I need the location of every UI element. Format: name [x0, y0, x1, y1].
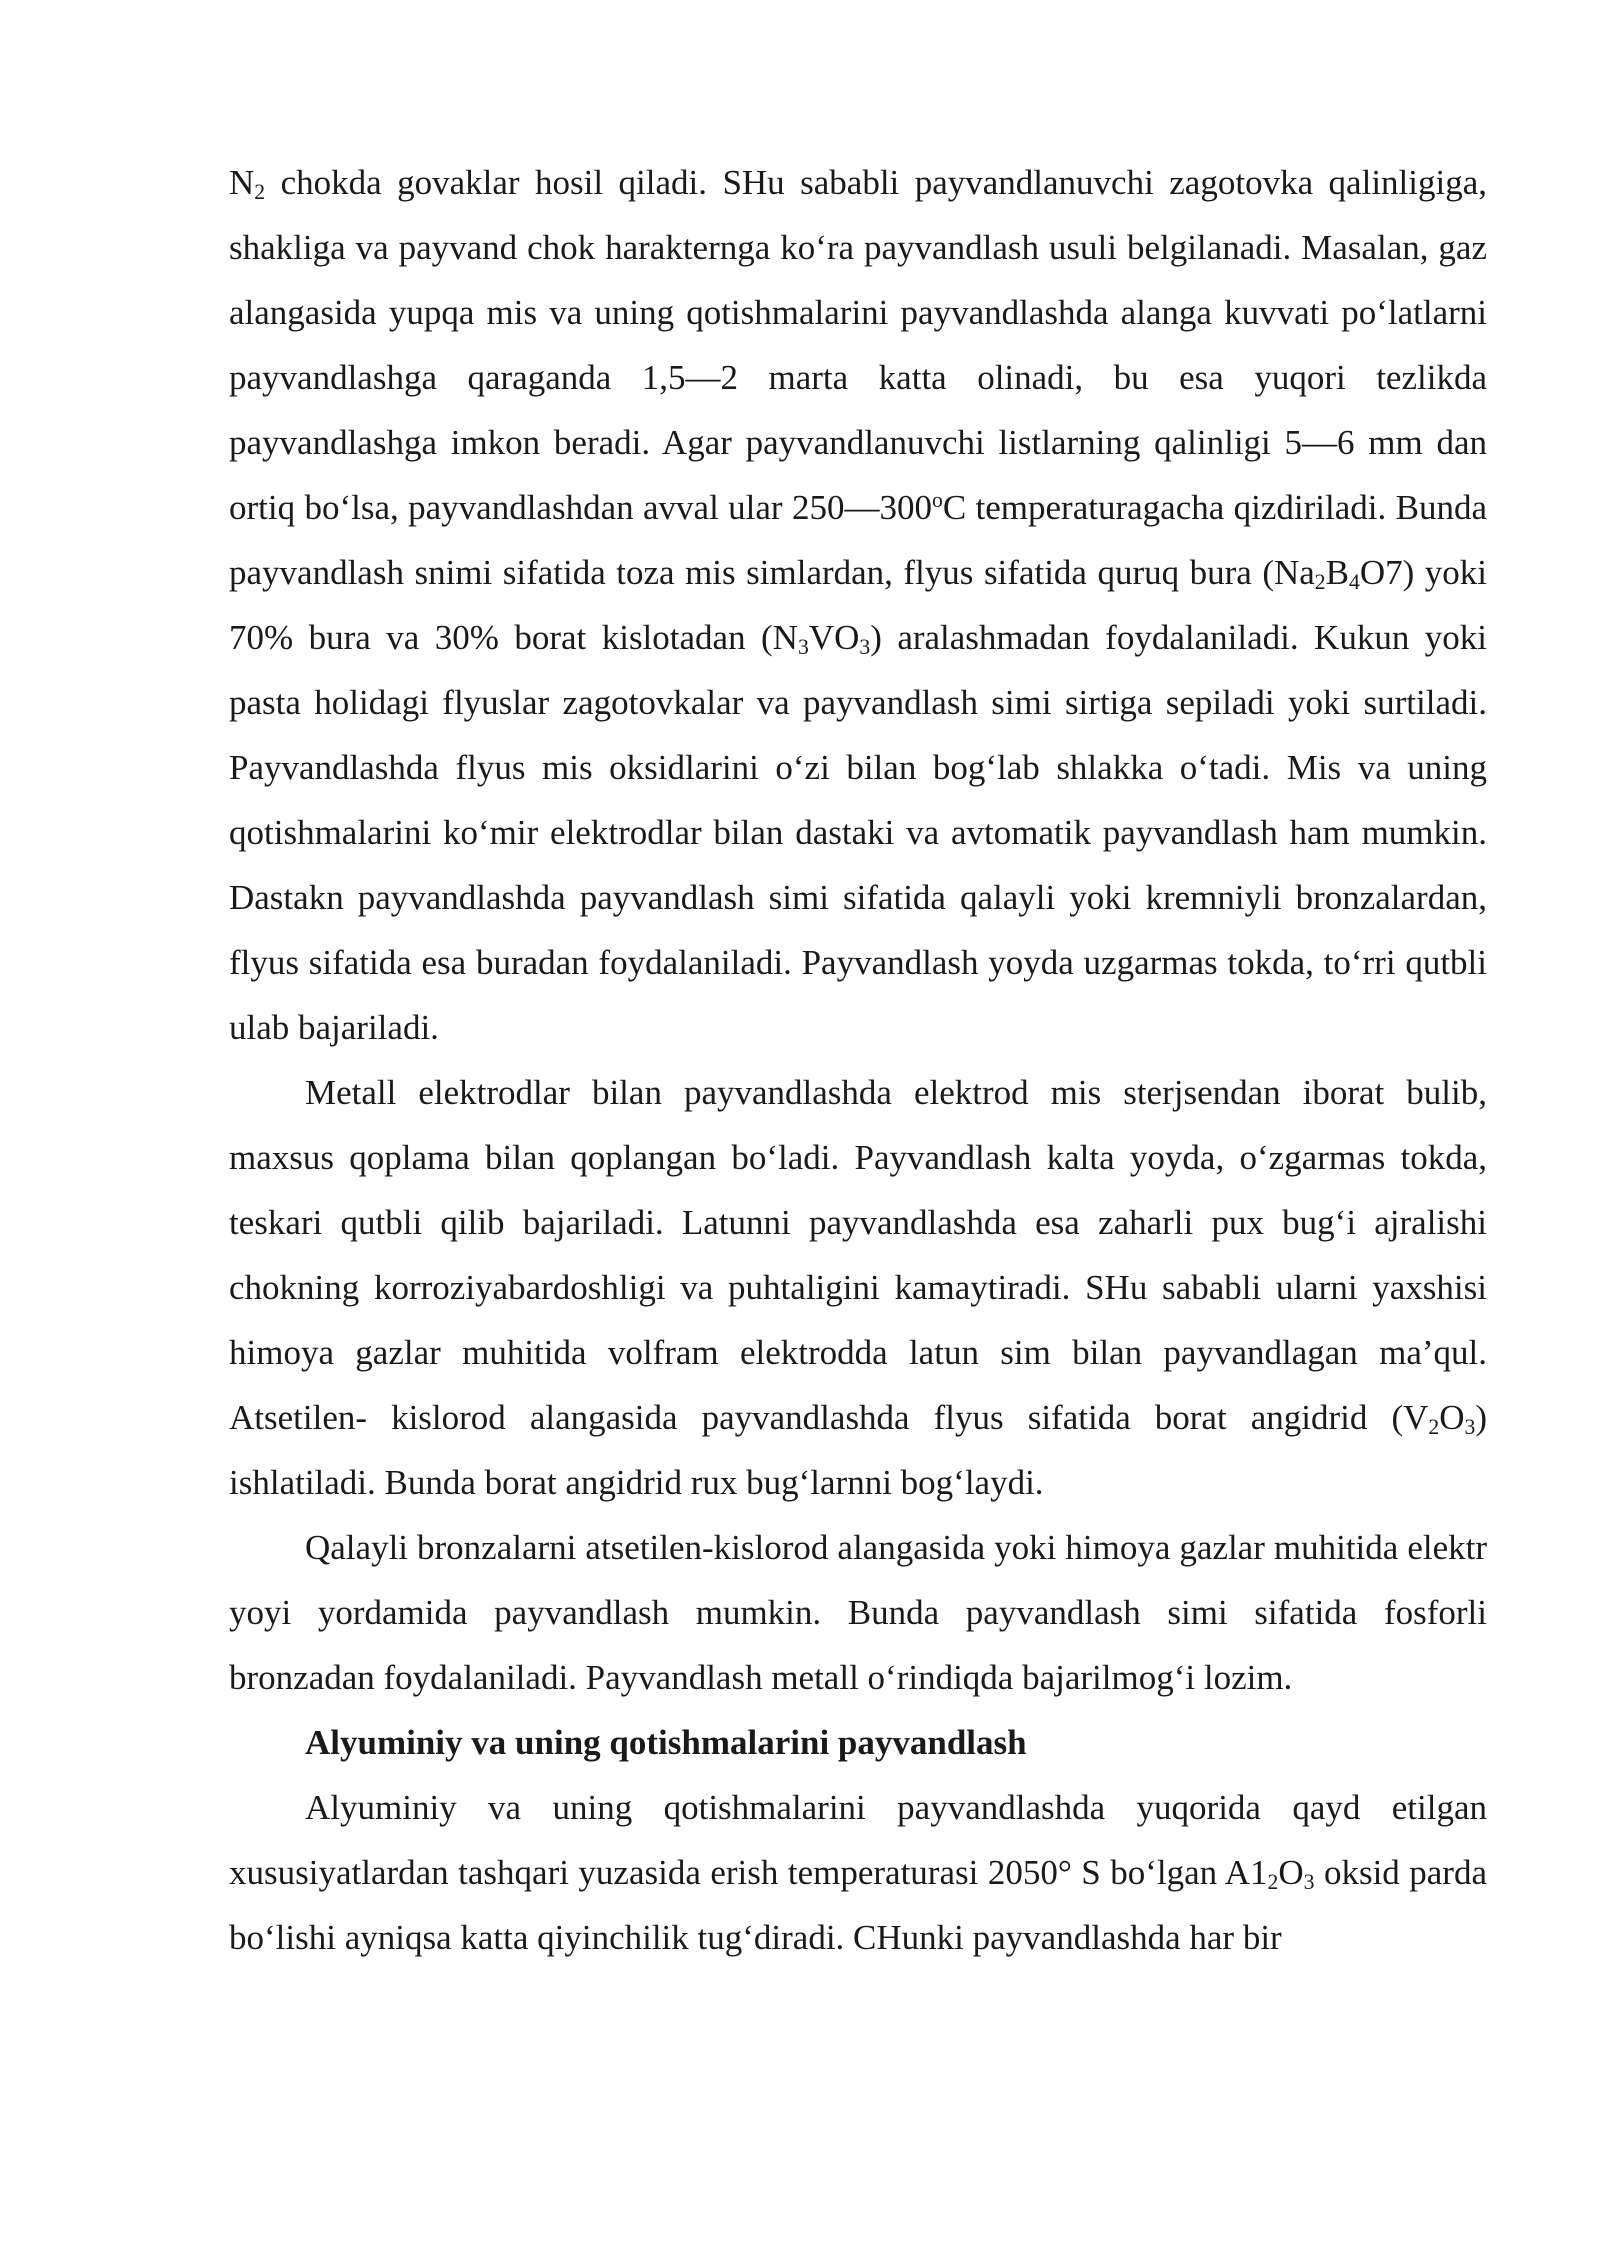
- text-run: C temperaturagacha qizdiriladi. Bunda payvandlash snimi sifatida toza mis simlardan, flyus sifatida quruq bura (Na: [229, 488, 1487, 592]
- subscript: 2: [1314, 569, 1326, 594]
- text-run: ) ishlatiladi. Bunda borat angidrid rux bug‘larnni bog‘laydi.: [229, 1398, 1487, 1502]
- text-run: oksid parda bo‘lishi ayniqsa katta qiyinchilik tug‘diradi. CHunki payvandlashda har bir: [229, 1853, 1488, 1957]
- document-page: [229, 150, 1487, 1970]
- subscript: 2: [254, 179, 266, 204]
- text-run: Metall elektrodlar bilan payvandlashda elektrod mis sterjsendan iborat bulib, maxsus qoplama bilan qoplangan bo‘ladi. Payvandlash kalta yoyda, o‘zgarmas tokda, teskari qutbli qilib bajariladi. Latunni payvandlashda esa zaharli pux bug‘i ajralishi chokning korroziyabardoshligi va puhtaligini kamaytiradi. SHu sababli ularni yaxshisi himoya gazlar muhitida volfram elektrodda latun sim bilan payvandlagan ma’qul. Atsetilen- kislorod alangasida payvandlashda flyus sifatida borat angidrid (V: [229, 1073, 1487, 1437]
- text-run: N: [229, 163, 255, 202]
- section-heading: Alyuminiy va uning qotishmalarini payvandlash: [305, 1723, 1027, 1762]
- text-run: O: [1439, 1398, 1465, 1437]
- text-run: B: [1325, 553, 1349, 592]
- text-run: O7) yoki 70% bura va 30% borat kislotadan (N: [229, 553, 1488, 657]
- subscript: 3: [859, 634, 871, 659]
- subscript: 2: [1267, 1869, 1279, 1894]
- subscript: 4: [1349, 569, 1360, 594]
- paragraph-4: [229, 1775, 1487, 1970]
- paragraph-2: [229, 1060, 1487, 1515]
- text-run: VO: [808, 618, 860, 657]
- text-run: Alyuminiy va uning qotishmalarini payvandlashda yuqorida qayd etilgan xususiyatlardan tashqari yuzasida erish temperaturasi 2050° S bo‘lgan A1: [229, 1788, 1487, 1892]
- subscript: 3: [797, 634, 809, 659]
- superscript: o: [931, 488, 943, 513]
- subscript: 3: [1464, 1414, 1476, 1439]
- subscript: 2: [1428, 1414, 1440, 1439]
- text-run: chokda govaklar hosil qiladi. SHu sababli payvandlanuvchi zagotovka qalinligiga, shakliga va payvand chok harakternga ko‘ra payvandlash usuli belgilanadi. Masalan, gaz alangasida yupqa mis va uning qotishmalarini payvandlashda alanga kuvvati po‘latlarni payvandlashga qaraganda 1,5—2 marta katta olinadi, bu esa yuqori tezlikda payvandlashga imkon beradi. Agar payvandlanuvchi listlarning qalinligi 5—6 mm dan ortiq bo‘lsa, payvandlashdan avval ular 250—300: [229, 163, 1487, 527]
- subscript: 3: [1303, 1869, 1315, 1894]
- text-run: ) aralashmadan foydalaniladi. Kukun yoki pasta holidagi flyuslar zagotovkalar va payvandlash simi sirtiga sepiladi yoki surtiladi. Payvandlashda flyus mis oksidlarini o‘zi bilan bog‘lab shlakka o‘tadi. Mis va uning qotishmalarini ko‘mir elektrodlar bilan dastaki va avtomatik payvandlash ham mumkin. Dastakn payvandlashda payvandlash simi sifatida qalayli yoki kremniyli bronzalardan, flyus sifatida esa buradan foydalaniladi. Payvandlash yoyda uzgarmas tokda, to‘rri qutbli ulab bajariladi.: [229, 618, 1487, 1047]
- paragraph-1: [229, 150, 1487, 1060]
- paragraph-3: [229, 1515, 1487, 1710]
- text-run: Qalayli bronzalarni atsetilen-kislorod alangasida yoki himoya gazlar muhitida elektr yoyi yordamida payvandlash mumkin. Bunda payvandlash simi sifatida fosforli bronzadan foydalaniladi. Payvandlash metall o‘rindiqda bajarilmog‘i lozim.: [229, 1528, 1487, 1697]
- text-run: O: [1278, 1853, 1304, 1892]
